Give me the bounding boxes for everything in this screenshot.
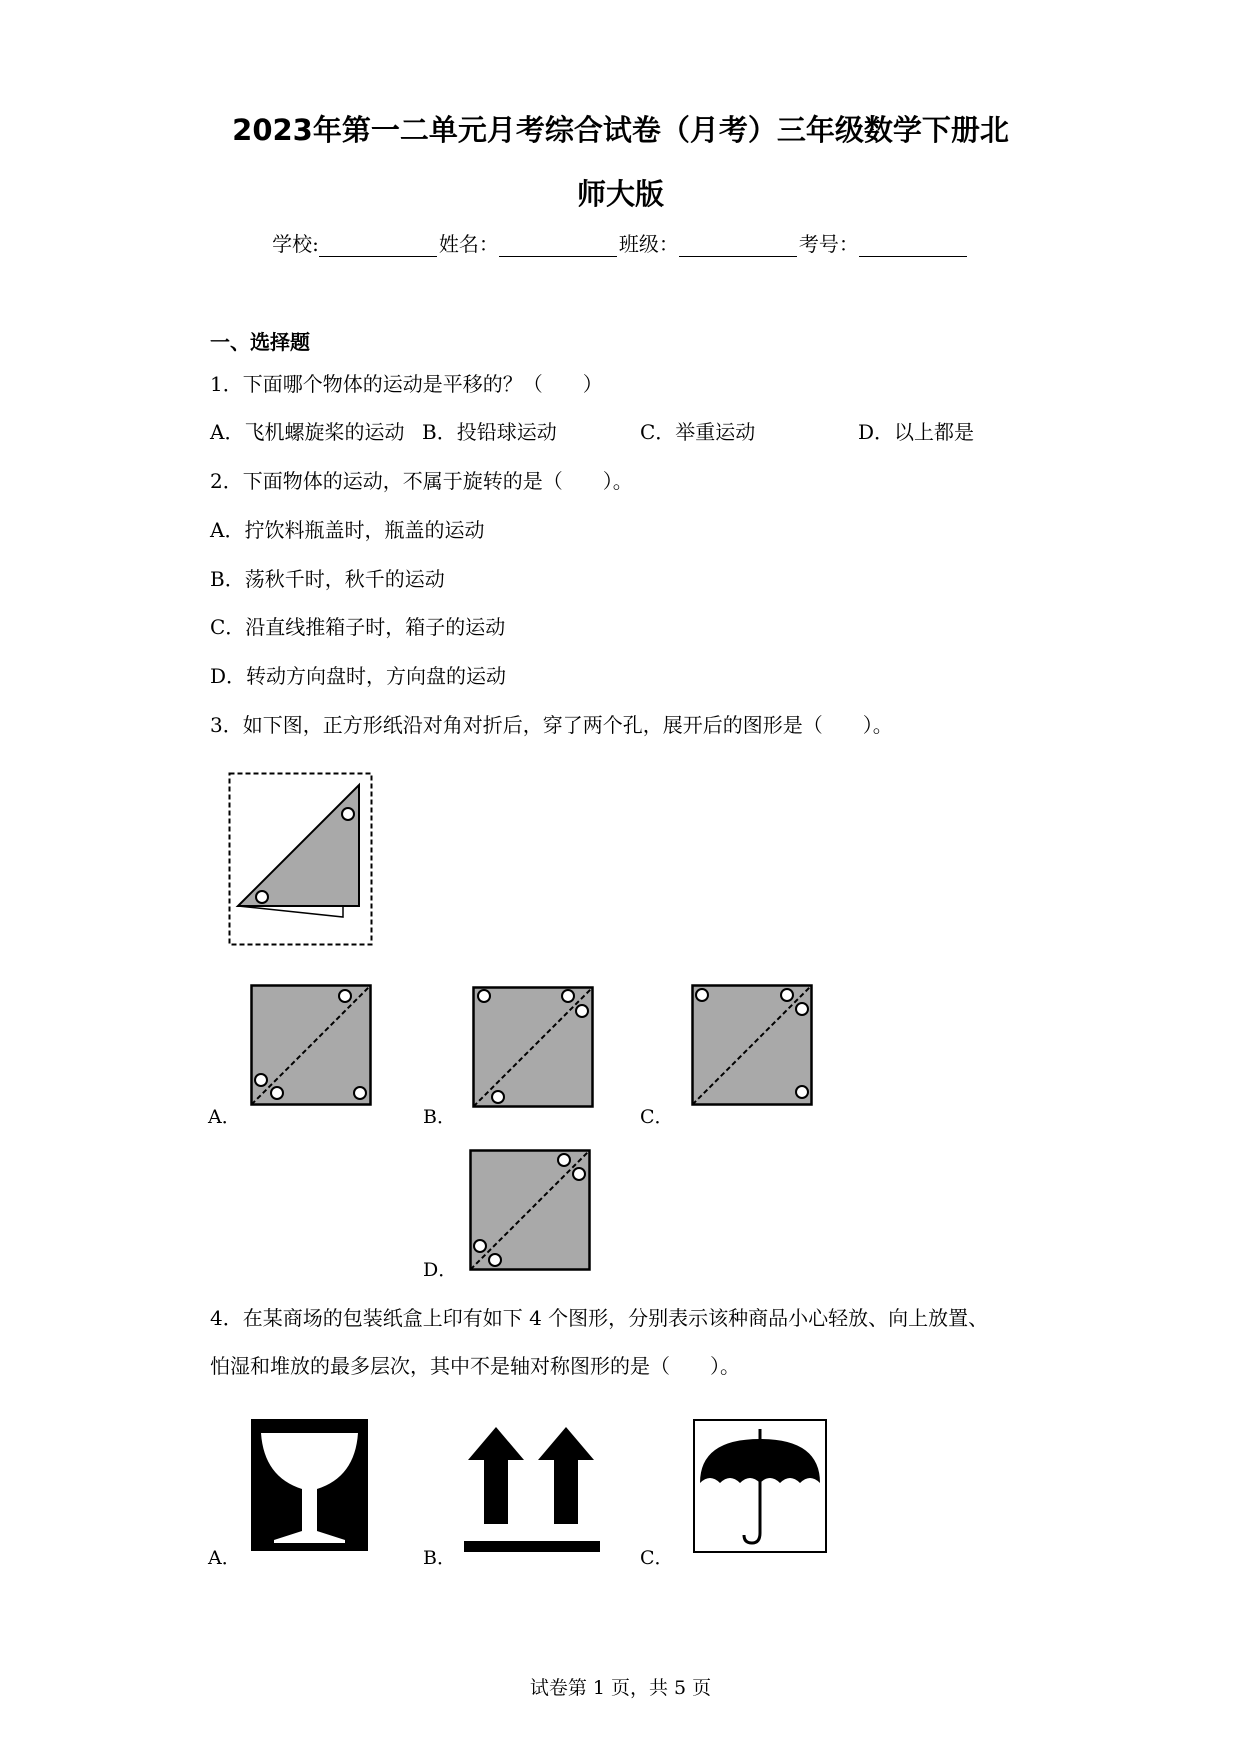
- q4-label-c: C．: [640, 1547, 674, 1569]
- q4-stem-line-1: 4．在某商场的包装纸盒上印有如下 4 个图形，分别表示该种商品小心轻放、向上放置、: [210, 1306, 989, 1330]
- name-blank: [499, 234, 617, 257]
- name-label: 姓名：: [438, 232, 499, 256]
- q3-option-c-figure: [691, 984, 813, 1106]
- number-label: 考号：: [798, 232, 859, 256]
- this-way-up-arrows-icon: [462, 1427, 602, 1552]
- class-label: 班级：: [618, 232, 679, 256]
- section-heading: 一、选择题: [210, 330, 310, 354]
- q3-label-b: B．: [423, 1106, 456, 1128]
- umbrella-keep-dry-icon: [693, 1419, 827, 1553]
- folded-triangle: [238, 785, 359, 906]
- q2-option-c: C．沿直线推箱子时，箱子的运动: [210, 615, 506, 639]
- paper-underlayer: [238, 906, 343, 917]
- q1-option-d: D．以上都是: [858, 420, 975, 444]
- q3-label-d: D．: [423, 1259, 458, 1281]
- q1-option-c: C．举重运动: [640, 420, 756, 444]
- title-line-2: 师大版: [576, 177, 664, 211]
- class-blank: [679, 234, 797, 257]
- q1-stem: 1．下面哪个物体的运动是平移的？（ ）: [210, 372, 603, 396]
- q4-label-b: B．: [423, 1547, 456, 1569]
- student-info-row: [0, 228, 1241, 257]
- q3-option-d-figure: [469, 1149, 591, 1271]
- number-blank: [859, 234, 967, 257]
- q2-stem: 2．下面物体的运动，不属于旋转的是（ ）。: [210, 469, 633, 493]
- q2-option-d: D．转动方向盘时，方向盘的运动: [210, 664, 507, 688]
- q3-folded-paper-figure: [228, 772, 373, 947]
- hole-top: [342, 808, 354, 820]
- q3-option-a-figure: [250, 984, 372, 1106]
- q4-label-a: A．: [208, 1547, 241, 1569]
- school-label: 学校:: [272, 232, 319, 256]
- page-footer: 试卷第 1 页，共 5 页: [529, 1677, 712, 1699]
- fragile-glass-icon: [251, 1419, 368, 1551]
- q3-label-c: C．: [640, 1106, 674, 1128]
- title-line-1: 2023年第一二单元月考综合试卷（月考）三年级数学下册北: [232, 113, 1009, 147]
- q4-stem-line-2: 怕湿和堆放的最多层次，其中不是轴对称图形的是（ ）。: [210, 1354, 740, 1378]
- hole-bottom: [256, 891, 268, 903]
- q3-option-b-figure: [472, 986, 594, 1108]
- school-blank: [319, 234, 437, 257]
- q1-option-b: B．投铅球运动: [422, 420, 557, 444]
- q1-option-a: A．飞机螺旋桨的运动: [210, 420, 405, 444]
- q3-label-a: A．: [208, 1106, 241, 1128]
- q2-option-b: B．荡秋千时，秋千的运动: [210, 567, 445, 591]
- q2-option-a: A．拧饮料瓶盖时，瓶盖的运动: [210, 518, 485, 542]
- q3-stem: 3．如下图，正方形纸沿对角对折后，穿了两个孔，展开后的图形是（ ）。: [210, 713, 893, 737]
